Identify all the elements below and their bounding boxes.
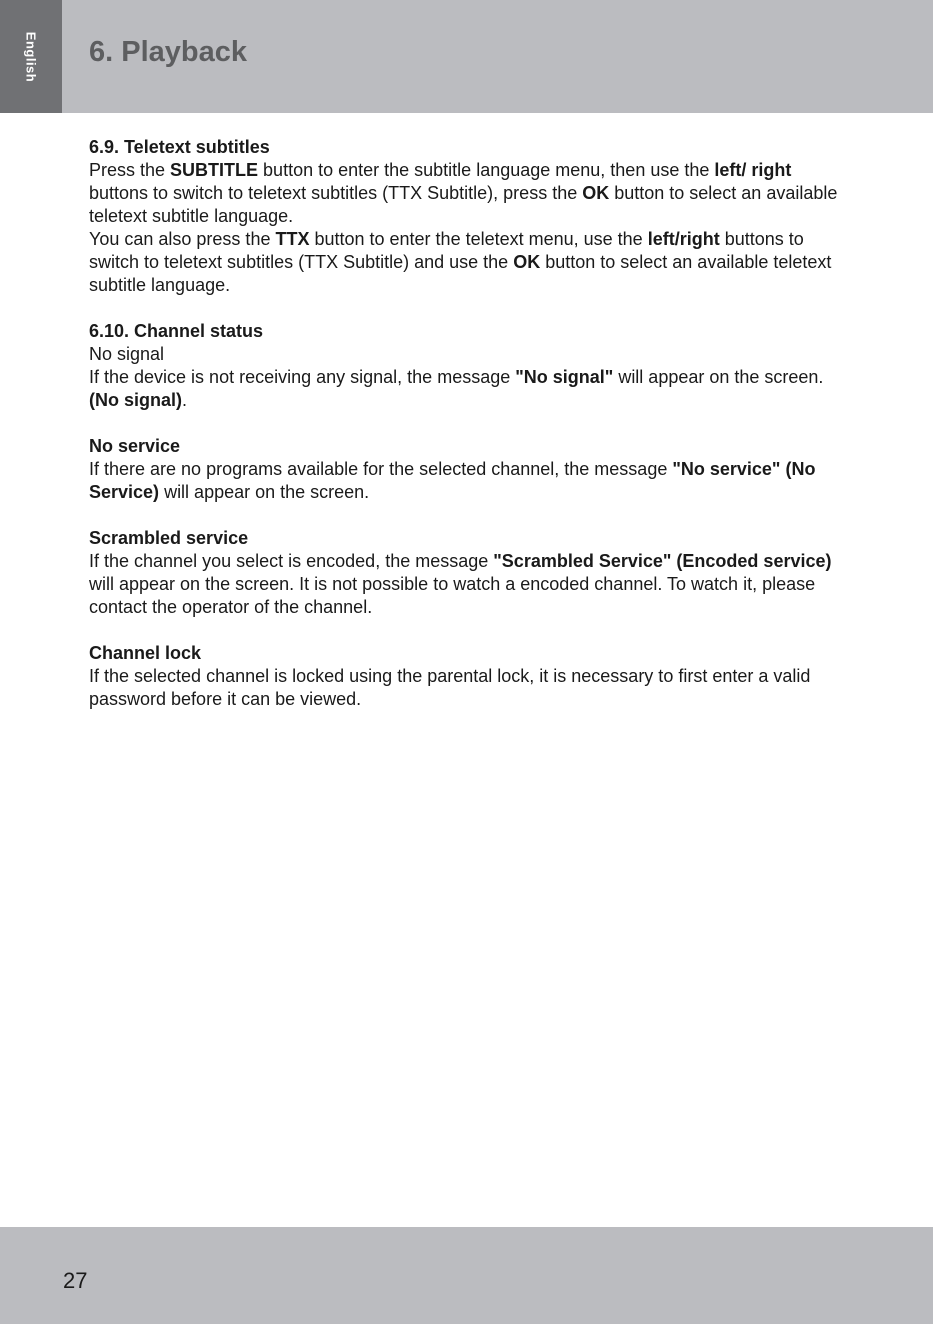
language-tab [0, 0, 62, 113]
text-run: If the channel you select is encoded, the message [89, 551, 494, 571]
subheading-no-signal: No signal [89, 344, 165, 364]
bold-run: TTX [275, 229, 310, 249]
teletext-paragraph-2 [89, 228, 849, 297]
text-run: . [182, 390, 188, 410]
text-run: buttons to switch to teletext subtitles (TTX Subtitle) and use the [89, 229, 804, 272]
paragraph-gap [89, 412, 849, 435]
teletext-paragraph-1 [89, 159, 849, 228]
bold-run: OK [513, 252, 541, 272]
language-tab-label: English [23, 31, 39, 83]
chapter-title: 6. Playback [89, 36, 247, 68]
text-run: Press the [89, 160, 171, 180]
scrambled-service-paragraph [89, 550, 849, 619]
bold-run: left/right [647, 229, 720, 249]
bold-run: "No service" (No Service) [89, 459, 816, 502]
text-run: button to enter the subtitle language menu, then use the [258, 160, 715, 180]
paragraph-gap [89, 619, 849, 642]
channel-lock-paragraph [89, 665, 849, 711]
section-heading-no-service: No service [89, 436, 181, 456]
section-heading-channel-lock: Channel lock [89, 643, 202, 663]
footer-band [0, 1227, 933, 1324]
bold-run: "Scrambled Service" (Encoded service) [493, 551, 832, 571]
section-heading-channel-status: 6.10. Channel status [89, 321, 264, 341]
no-signal-paragraph [89, 366, 849, 389]
no-service-paragraph [89, 458, 849, 504]
no-signal-translation [89, 389, 849, 412]
text-run: will appear on the screen. [613, 367, 824, 387]
paragraph-gap [89, 504, 849, 527]
text-run: If there are no programs available for the selected channel, the message [89, 459, 673, 479]
page-number: 27 [63, 1268, 88, 1293]
bold-run: OK [582, 183, 610, 203]
bold-run: "No signal" [515, 367, 614, 387]
text-run: will appear on the screen. It is not possible to watch a encoded channel. To watch it, please contact the operator of the channel. [89, 574, 816, 617]
text-run: buttons to switch to teletext subtitles (TTX Subtitle), press the [89, 183, 583, 203]
text-run: button to select an available teletext subtitle language. [89, 252, 832, 295]
bold-run: left/ right [714, 160, 792, 180]
text-run: will appear on the screen. [159, 482, 370, 502]
bold-run: SUBTITLE [170, 160, 259, 180]
section-heading-scrambled-service: Scrambled service [89, 528, 249, 548]
bold-run: (No signal) [89, 390, 182, 410]
text-run: If the device is not receiving any signal, the message [89, 367, 516, 387]
page-content [89, 136, 849, 711]
paragraph-gap [89, 297, 849, 320]
text-run: button to select an available teletext subtitle language. [89, 183, 838, 226]
text-run: You can also press the [89, 229, 276, 249]
text-run: If the selected channel is locked using the parental lock, it is necessary to first enter a valid password before it can be viewed. [89, 666, 811, 709]
text-run: button to enter the teletext menu, use the [309, 229, 648, 249]
section-heading-teletext-subtitles: 6.9. Teletext subtitles [89, 137, 270, 157]
